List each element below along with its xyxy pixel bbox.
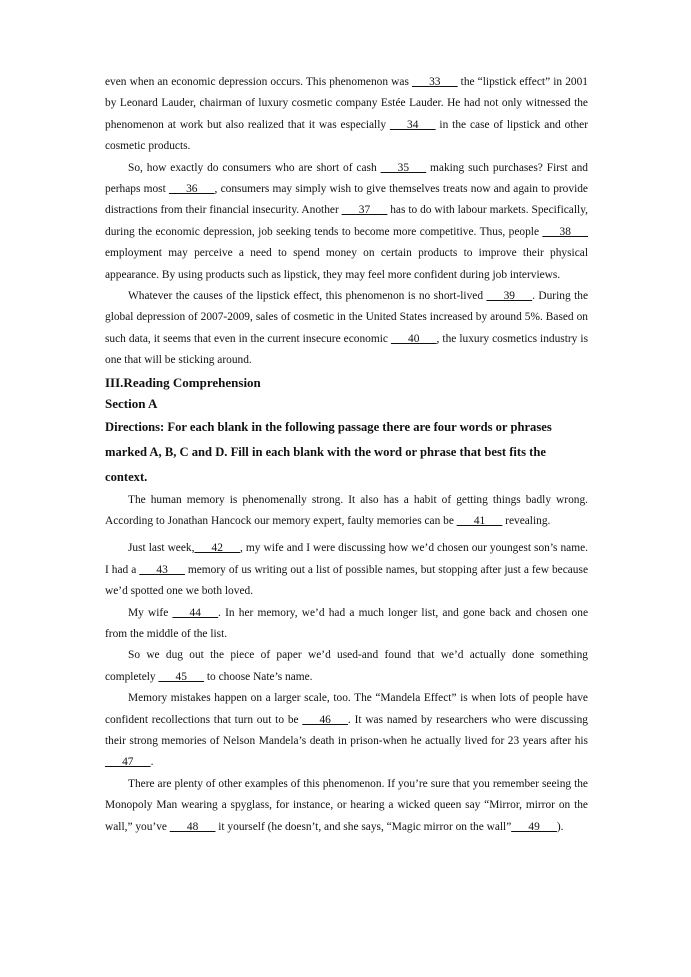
text-run: , the luxury cosmetics industry is one that will be sticking around. (105, 332, 589, 367)
text-run: So we dug out the piece of paper we’d used-and found that we’d actually done something completely (105, 649, 588, 683)
text-run: to choose Nate’s name. (204, 670, 313, 683)
text-run: . It was named by researchers who were discussing their strong memories of Nelson Mandela’s death in prison-when he actually lived for 23 years after his (105, 713, 588, 747)
blank-38: ___38___ (542, 225, 588, 238)
blank-45: ___45___ (158, 670, 205, 683)
blank-42: ___42___ (194, 542, 241, 555)
text-run: even when an economic depression occurs. This phenomenon was (105, 76, 412, 88)
text-run: Whatever the causes of the lipstick effect, this phenomenon is no short-lived (128, 290, 487, 303)
blank-43: ___43___ (139, 563, 185, 576)
blank-48: ___48___ (169, 820, 216, 833)
text-run: the “lipstick effect” in 2001 by Leonard Lauder, chairman of luxury cosmetic company Estée Lauder. He had not only witnessed the phenomenon at work but also realized that it was especially (105, 76, 588, 131)
text-run: . (150, 756, 154, 769)
paragraph-p-plenty (105, 774, 588, 838)
text-run: . In her memory, we’d had a much longer list, and gone back and chosen one from the middle of the list. (105, 606, 588, 640)
text-run: memory of us writing out a list of possible names, but stopping after just a few because we’d spotted one we both loved. (105, 563, 588, 598)
text-run: My wife (128, 606, 173, 619)
paragraph-p-memory (105, 490, 588, 533)
text-run: it yourself (he doesn’t, and she says, “Magic mirror on the wall” (215, 820, 512, 833)
paragraph-p-mandela (105, 688, 588, 774)
text-run: employment may perceive a need to spend money on certain products to improve their physical appearance. By using products such as lipstick, they may feel more confident during job interviews. (105, 247, 588, 281)
blank-41: ___41___ (456, 514, 503, 527)
blank-37: ___37___ (341, 204, 388, 217)
text-run: , consumers may simply wish to give themselves treats now and again to provide distractions from their financial insecurity. Another (105, 183, 588, 217)
text-run: There are plenty of other examples of this phenomenon. If you’re sure that you remember seeing the Monopoly Man wearing a spyglass, for instance, or hearing a wicked queen say “Mirror, mirror on the wall,” you’ve (105, 777, 588, 833)
text-run: has to do with labour markets. Specifically, during the economic depression, job seeking tends to become more competitive. Thus, people (105, 204, 588, 238)
paragraph-p-wife (105, 603, 588, 646)
passage-bottom (105, 490, 588, 839)
section-heading: III.Reading Comprehension (105, 374, 261, 390)
blank-33: ___33___ (412, 76, 458, 88)
paragraph-p-dug (105, 645, 588, 688)
blank-44: ___44___ (172, 606, 219, 619)
blank-46: ___46___ (302, 713, 348, 726)
text-run: revealing. (502, 514, 551, 527)
text-run: So, how exactly do consumers who are short of cash (128, 161, 381, 174)
paragraph-p-cont (105, 72, 588, 158)
text-run: Memory mistakes happen on a larger scale, too. The “Mandela Effect” is when lots of people have confident recollections that turn out to be (105, 692, 588, 726)
document-page (105, 72, 588, 838)
blank-39: ___39___ (486, 290, 533, 303)
text-run: making such purchases? First and perhaps most (105, 161, 588, 196)
text-run: . During the global depression of 2007-2009, sales of cosmetic in the United States increased by around 5%. Based on such data, it seems that even in the current insecure economic (105, 290, 589, 345)
directions: Directions: For each blank in the following passage there are four words or phrases marked A, B, C and D. Fill in each blank with the word or phrase that best fits the context. (105, 419, 552, 484)
text-run: The human memory is phenomenally strong. It also has a habit of getting things badly wrong. According to Jonathan Hancock our memory expert, faulty memories can be (105, 493, 588, 527)
blank-35: ___35___ (380, 161, 427, 174)
paragraph-p-whatever (105, 286, 588, 372)
passage-top (105, 72, 588, 372)
paragraph-p-lastweek (105, 538, 588, 602)
blank-49: ___49___ (511, 820, 557, 833)
text-run: ). (556, 820, 564, 833)
subsection-heading: Section A (105, 396, 158, 412)
paragraph-p-why (105, 158, 588, 286)
blank-47: ___47___ (105, 756, 151, 769)
text-run: in the case of lipstick and other cosmetic products. (105, 118, 589, 153)
blank-34: ___34___ (389, 118, 436, 131)
text-run: , my wife and I were discussing how we’d chosen our youngest son’s name. I had a (105, 542, 589, 576)
text-run: Just last week, (128, 542, 195, 555)
blank-40: ___40___ (390, 332, 437, 345)
blank-36: ___36___ (168, 183, 215, 196)
